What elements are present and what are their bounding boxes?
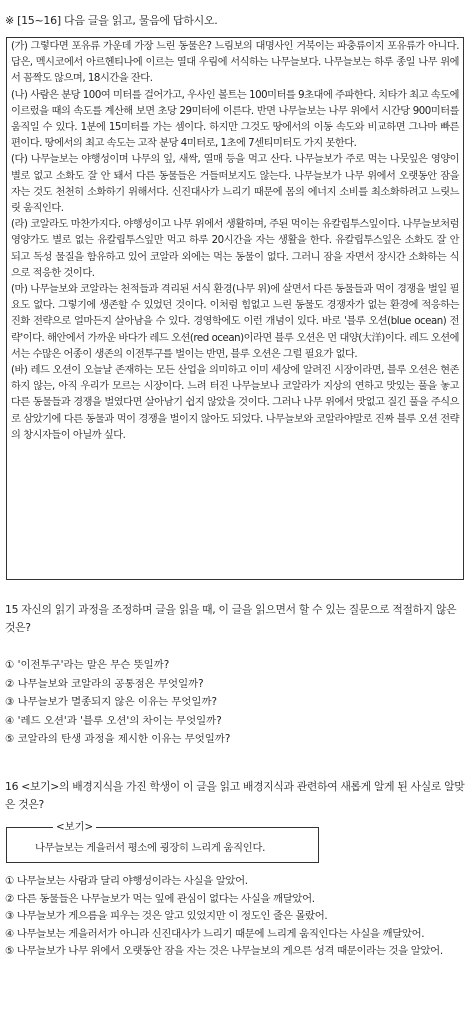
section-header: ※ [15~16] 다음 글을 읽고, 물음에 답하시오. [5,14,218,27]
passage-paragraph-na: (나) 사람은 분당 100여 미터를 걸어가고, 우사인 볼트는 100미터를 9초대에 주파한다. 치타가 최고 속도에 이르렀을 때의 속도를 계산해 보면 초당 29미터에 이른다. 반면 나무늘보는 나무 위에서 시간당 900미터를 움직일 수 있다. 1분에 15미터를 가는 셈이다. 하지만 그것도 땅에서의 이동 속도와 비교하면 그나마 빠른 편이다. 땅에서의 최고 속도는 고작 분당 4미터로, 1초에 7센티미터도 가지 못한다. [11,89,459,150]
q16-choice-1[interactable]: ① 나무늘보는 사람과 달리 야행성이라는 사실을 알았어. [5,875,248,887]
passage-paragraph-ra: (라) 코알라도 마찬가지다. 야행성이고 나무 위에서 생활하며, 주된 먹이는 유칼립투스잎이다. 나무늘보처럼 영양가도 별로 없는 유칼립투스잎만 먹고 하루 20시간을 자는 생활을 한다. 유칼립투스잎은 소화도 잘 안 되고 독성 물질을 함유하고 있어 코알라 외에는 먹는 동물이 없다. 그러니 잠을 자면서 장시간 소화하는 식으로 적응한 것이다. [11,219,459,279]
q15-choice-2[interactable]: ② 나무늘보와 코알라의 공통점은 무엇일까? [5,677,204,690]
question-16-stem: 16 <보기>의 배경지식을 가진 학생이 이 글을 읽고 배경지식과 관련하여 새롭게 알게 된 사실로 알맞은 것은? [5,780,465,811]
q15-choice-1[interactable]: ① '이전투구'라는 말은 무슨 뜻일까? [5,659,170,671]
question-15-choices [5,656,230,749]
reading-passage-box [6,37,464,580]
bogi-box [6,821,319,863]
passage-paragraph-da: (다) 나무늘보는 야행성이며 나무의 잎, 새싹, 열매 등을 먹고 산다. 나무늘보가 주로 먹는 나뭇잎은 영양이 별로 없고 소화도 잘 안 돼서 다른 동물들은 거들떠보지도 않는다. 나무늘보가 나무 위에서 오랫동안 잠을 자는 것도 천천히 소화하기 위해서다. 신진대사가 느리기 때문에 몸의 에너지 소비를 최소화하려고 느릿느릿 움직인다. [11,154,459,215]
q16-choice-3[interactable]: ③ 나무늘보가 게으름을 피우는 것은 알고 있었지만 이 정도인 줄은 몰랐어. [5,910,328,923]
question-16-choices [5,873,467,961]
passage-paragraph-ba: (바) 레드 오션이 오늘날 존재하는 모든 산업을 의미하고 이미 세상에 알려진 시장이라면, 블루 오션은 현존하지 않는, 아직 우리가 모르는 시장이다. 느려 터진 나무늘보나 코알라가 지상의 연하고 맛있는 풀을 놓고 다른 동물들과 경쟁을 벌였다면 살아남기 쉽지 않았을 것이다. 그러나 나무 위에서 맛없고 질긴 풀을 주식으로 삼았기에 다른 동물과 먹이 경쟁을 벌이지 않아도 되었다. 나무늘보와 코알라야말로 진짜 블루 오션 전략의 창시자들이 아닐까 싶다. [11,365,459,441]
bogi-text: 나무늘보는 게을러서 평소에 굉장히 느리게 움직인다. [35,842,266,854]
q16-choice-2[interactable]: ② 다른 동물들은 나무늘보가 먹는 잎에 관심이 없다는 사실을 깨달았어. [5,892,315,905]
q15-choice-5[interactable]: ⑤ 코알라의 탄생 과정을 제시한 이유는 무엇일까? [5,733,231,745]
q16-choice-5[interactable]: ⑤ 나무늘보가 나무 위에서 오랫동안 잠을 자는 것은 나무늘보의 게으른 성격 때문이라는 것을 알았어. [5,945,443,958]
passage-paragraph-ga: (가) 그렇다면 포유류 가운데 가장 느린 동물은? 느림보의 대명사인 거북이는 파충류이지 포유류가 아니다. 답은, 멕시코에서 아르헨티나에 이르는 열대 우림에 서식하는 나무늘보다. 나무늘보는 하루 종일 나무 위에서 꼼짝도 않으며, 18시간을 잔다. [11,41,459,85]
q15-choice-3[interactable]: ③ 나무늘보가 멸종되지 않은 이유는 무엇일까? [5,696,218,708]
question-15-stem: 15 자신의 읽기 과정을 조정하며 글을 읽을 때, 이 글을 읽으면서 할 수 있는 질문으로 적절하지 않은 것은? [5,603,457,634]
q16-choice-4[interactable]: ④ 나무늘보는 게을러서가 아니라 신진대사가 느리기 때문에 느리게 움직인다는 사실을 깨달았어. [5,927,425,940]
q15-choice-4[interactable]: ④ '레드 오션'과 '블루 오션'의 차이는 무엇일까? [5,714,222,727]
bogi-title: <보기> [53,820,96,834]
passage-paragraph-ma: (마) 나무늘보와 코알라는 천적들과 격리된 서식 환경(나무 위)에 살면서 다른 동물들과 먹이 경쟁을 벌일 필요도 없다. 그렇기에 생존할 수 있었던 것이다. 이처럼 힘없고 느린 동물도 경쟁자가 없는 환경에 적응하는 진화 전략으로 얼마든지 살아남을 수 있다. 경영학에도 이런 개념이 있다. 바로 '블루 오션(blue ocean) 전략'이다. 해안에서 가까운 바다가 레드 오션(red ocean)이라면 블루 오션은 먼 대양(大洋)이다. 레드 오션에서는 수많은 어종이 생존의 이전투구를 벌이는 반면, 블루 오션은 그럴 필요가 없다. [11,284,459,360]
